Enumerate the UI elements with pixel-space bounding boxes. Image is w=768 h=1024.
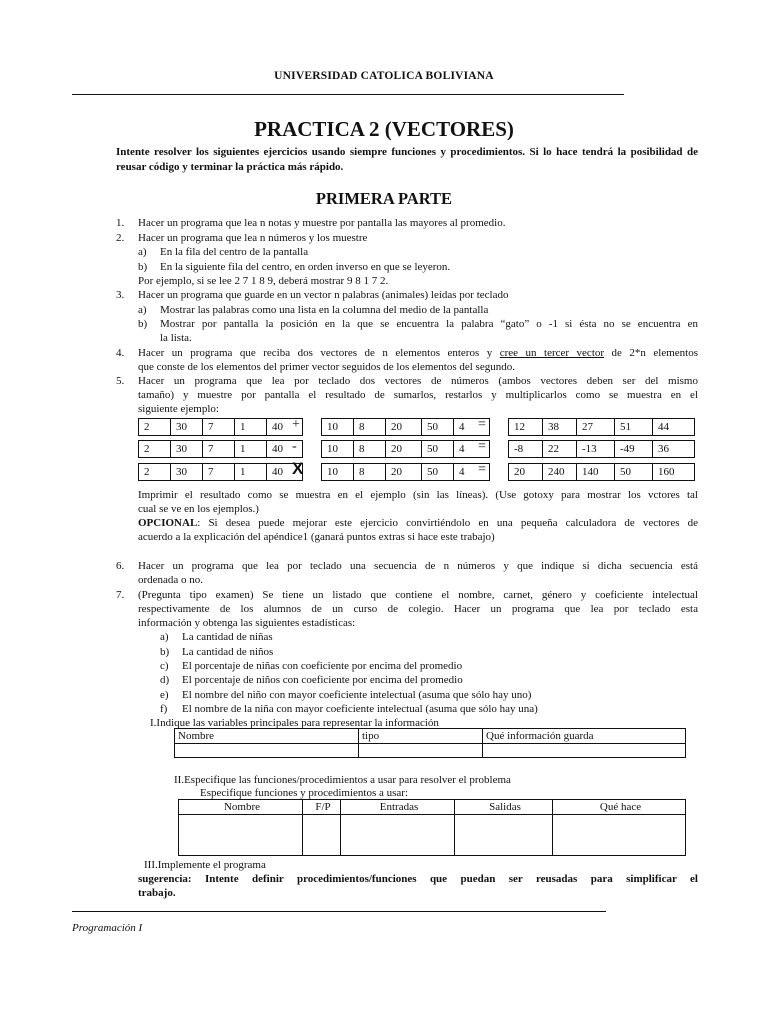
vector-cell: 50 <box>615 464 653 481</box>
vector-cell: 8 <box>354 419 386 436</box>
item-key: d) <box>160 674 170 686</box>
underlined-phrase: cree un tercer vector <box>499 347 605 359</box>
vector-cell: 20 <box>386 441 422 458</box>
example-text: Por ejemplo, si se lee 2 7 1 8 9, deberá mostrar 9 8 1 7 2. <box>138 275 389 287</box>
vector-cell: 40 <box>267 441 303 458</box>
operator-symbol: X <box>292 459 304 478</box>
vector-cell: 160 <box>653 464 695 481</box>
vector-cell: 20 <box>386 419 422 436</box>
operator-symbol: - <box>292 439 297 454</box>
table-cell <box>483 744 686 758</box>
exercise-text-cont: ordenada o no. <box>138 574 204 586</box>
item-text: En la siguiente fila del centro, en orden inverso en que se leyeron. <box>160 261 451 273</box>
item-key: f) <box>160 703 168 715</box>
instruction-text-cont: cual se ve en los ejemplos.) <box>138 503 259 515</box>
item-key: b) <box>160 646 170 658</box>
vector-cell: 40 <box>267 464 303 481</box>
table-cell <box>359 744 483 758</box>
table-header: Entradas <box>341 800 455 815</box>
header-rule <box>72 94 624 95</box>
table-header: tipo <box>359 729 483 744</box>
vector-cell: 36 <box>653 441 695 458</box>
table-header: Nombre <box>179 800 303 815</box>
optional-text <box>138 516 698 530</box>
vector-cell: 20 <box>509 464 543 481</box>
table-header: Salidas <box>455 800 553 815</box>
section-title: PRIMERA PARTE <box>315 189 453 208</box>
list-item: El nombre del niño con mayor coeficiente intelectual (asuma que sólo hay uno) <box>182 689 532 701</box>
list-item: El porcentaje de niños con coeficiente por encima del promedio <box>182 674 463 686</box>
table-cell <box>553 815 686 856</box>
step-2-subtitle: Especifique funciones y procedimientos a usar: <box>200 787 409 799</box>
exercise-number: 5. <box>116 375 125 387</box>
table-cell <box>179 815 303 856</box>
vector-cell: 50 <box>422 419 454 436</box>
vector-cell: 38 <box>543 419 577 436</box>
instruction-text: Imprimir el resultado como se muestra en el ejemplo (sin las líneas). (Use gotoxy para mostrar los vctores tal <box>138 489 698 501</box>
vector-cell: -13 <box>577 441 615 458</box>
exercise-text-cont: información y obtenga las siguientes estadísticas: <box>138 617 356 629</box>
vector-a <box>138 440 303 458</box>
table-row <box>179 815 686 856</box>
list-item: El porcentaje de niñas con coeficiente por encima del promedio <box>182 660 463 672</box>
vector-cell: 40 <box>267 419 303 436</box>
footer-rule <box>72 911 606 912</box>
vector-cell: 1 <box>235 464 267 481</box>
vector-row <box>509 419 695 436</box>
exercise-text-cont: que conste de los elementos del primer vector seguidos de los elementos del segundo. <box>138 361 515 373</box>
vector-b <box>321 463 490 481</box>
vector-cell: 2 <box>139 441 171 458</box>
exercise-text-cont: tamaño) y muestre por pantalla el resultado de sumarlos, restarlos y multiplicarlos como se muestra en el <box>138 389 698 401</box>
text-part: Intente definir procedimientos/funciones que puedan ser reusadas para simplificar el <box>191 873 698 885</box>
vector-a <box>138 418 303 436</box>
equals-symbol: = <box>478 439 486 454</box>
exercise-text: Hacer un programa que lea por teclado una secuencia de n números y que indique si dicha secuencia está <box>138 560 698 572</box>
vector-row <box>509 464 695 481</box>
optional-text-cont: acuerdo a la explicación del apéndice1 (ganará puntos extras si hace este trabajo) <box>138 531 495 543</box>
item-key: b) <box>138 261 148 273</box>
vector-cell: 30 <box>171 441 203 458</box>
item-key: a) <box>138 246 147 258</box>
vector-row <box>322 464 490 481</box>
item-key: a) <box>160 631 169 643</box>
table-header-row <box>179 800 686 815</box>
vector-cell: 4 <box>454 441 490 458</box>
equals-symbol: = <box>478 417 486 432</box>
exercise-text: (Pregunta tipo examen) Se tiene un listado que contiene el nombre, carnet, género y coeficiente intelectual <box>138 589 698 601</box>
vector-cell: 27 <box>577 419 615 436</box>
vector-cell: -8 <box>509 441 543 458</box>
vector-cell: 140 <box>577 464 615 481</box>
exercise-text <box>138 346 698 360</box>
step-1: I.Indique las variables principales para representar la información <box>150 717 439 729</box>
table-header-row <box>175 729 686 744</box>
table-header: Qué hace <box>553 800 686 815</box>
suggestion-label: sugerencia: <box>138 873 192 885</box>
vector-cell: 12 <box>509 419 543 436</box>
vector-cell: 7 <box>203 419 235 436</box>
vector-row <box>139 464 303 481</box>
vector-cell: 8 <box>354 441 386 458</box>
functions-table <box>178 799 686 856</box>
exercise-text: Hacer un programa que lea n números y los muestre <box>138 232 368 244</box>
list-item: La cantidad de niñas <box>182 631 273 643</box>
vector-cell: 22 <box>543 441 577 458</box>
table-row <box>175 744 686 758</box>
vector-cell: 30 <box>171 464 203 481</box>
vector-cell: 8 <box>354 464 386 481</box>
vector-cell: 50 <box>422 464 454 481</box>
text-part: : Si desea puede mejorar este ejercicio convirtiéndolo en una pequeña calculadora de vectores de <box>197 517 698 529</box>
university-header: UNIVERSIDAD CATOLICA BOLIVIANA <box>274 70 494 82</box>
exercise-number: 2. <box>116 232 125 244</box>
exercise-text-cont: siguiente ejemplo: <box>138 403 219 415</box>
vector-cell: 1 <box>235 419 267 436</box>
item-text: Mostrar las palabras como una lista en la columna del medio de la pantalla <box>160 304 489 316</box>
vector-cell: 51 <box>615 419 653 436</box>
vector-cell: 10 <box>322 441 354 458</box>
vector-cell: 240 <box>543 464 577 481</box>
vector-cell: 2 <box>139 464 171 481</box>
vector-cell: 7 <box>203 464 235 481</box>
exercise-text: Hacer un programa que lea por teclado dos vectores de números (ambos vectores deben ser del mismo <box>138 375 698 387</box>
step-2: II.Especifique las funciones/procedimientos a usar para resolver el problema <box>174 774 511 786</box>
vector-result <box>508 463 695 481</box>
item-key: c) <box>160 660 169 672</box>
vector-row <box>509 441 695 458</box>
list-item: La cantidad de niños <box>182 646 274 658</box>
suggestion-text-cont: trabajo. <box>138 887 176 899</box>
vector-cell: -49 <box>615 441 653 458</box>
vector-cell: 30 <box>171 419 203 436</box>
item-key: a) <box>138 304 147 316</box>
table-cell <box>455 815 553 856</box>
intro-paragraph: Intente resolver los siguientes ejercicios usando siempre funciones y procedimientos. Si lo hace tendrá la posibilidad de reusar código y terminar la práctica más rápido. <box>116 146 698 173</box>
vector-cell: 10 <box>322 464 354 481</box>
vector-b <box>321 418 490 436</box>
vector-cell: 4 <box>454 419 490 436</box>
page-title: PRACTICA 2 (VECTORES) <box>254 117 514 141</box>
exercise-number: 6. <box>116 560 125 572</box>
vector-b <box>321 440 490 458</box>
item-text-cont: la lista. <box>160 332 192 344</box>
vector-cell: 44 <box>653 419 695 436</box>
vector-result <box>508 440 695 458</box>
table-header: F/P <box>303 800 341 815</box>
footer-text: Programación I <box>72 922 143 934</box>
vector-row <box>322 419 490 436</box>
item-text: Mostrar por pantalla la posición en la que se encuentra la palabra “gato” o -1 si ésta no se encuentra en <box>160 318 698 330</box>
table-cell <box>175 744 359 758</box>
table-cell <box>341 815 455 856</box>
vector-cell: 7 <box>203 441 235 458</box>
exercise-text: Hacer un programa que lea n notas y muestre por pantalla las mayores al promedio. <box>138 217 506 229</box>
item-key: b) <box>138 318 148 330</box>
vector-row <box>139 419 303 436</box>
exercise-text: Hacer un programa que guarde en un vector n palabras (animales) leídas por teclado <box>138 289 509 301</box>
exercise-number: 4. <box>116 347 125 359</box>
vector-cell: 2 <box>139 419 171 436</box>
table-header: Nombre <box>175 729 359 744</box>
operator-symbol: + <box>292 417 300 432</box>
list-item: El nombre de la niña con mayor coeficiente intelectual (asuma que sólo hay una) <box>182 703 538 715</box>
step-3: III.Implemente el programa <box>144 859 266 871</box>
vector-row <box>322 441 490 458</box>
vector-cell: 1 <box>235 441 267 458</box>
vector-cell: 20 <box>386 464 422 481</box>
item-key: e) <box>160 689 169 701</box>
vector-cell: 10 <box>322 419 354 436</box>
suggestion-text <box>138 872 698 886</box>
vector-row <box>139 441 303 458</box>
exercise-number: 7. <box>116 589 125 601</box>
vector-cell: 4 <box>454 464 490 481</box>
variables-table <box>174 728 686 758</box>
text-part: de 2*n elementos <box>604 347 699 359</box>
table-cell <box>303 815 341 856</box>
exercise-number: 3. <box>116 289 125 301</box>
vector-result <box>508 418 695 436</box>
table-header: Qué información guarda <box>483 729 686 744</box>
vector-a <box>138 459 304 481</box>
exercise-number: 1. <box>116 217 125 229</box>
exercise-text-cont: respectivamente de los alumnos de un curso de colegio. Hacer un programa que lea por teclado esta <box>138 603 698 615</box>
equals-symbol: = <box>478 462 486 477</box>
item-text: En la fila del centro de la pantalla <box>160 246 309 258</box>
text-part: Hacer un programa que reciba dos vectores de n elementos enteros y <box>138 347 500 359</box>
optional-label: OPCIONAL <box>138 517 198 529</box>
vector-cell: 50 <box>422 441 454 458</box>
